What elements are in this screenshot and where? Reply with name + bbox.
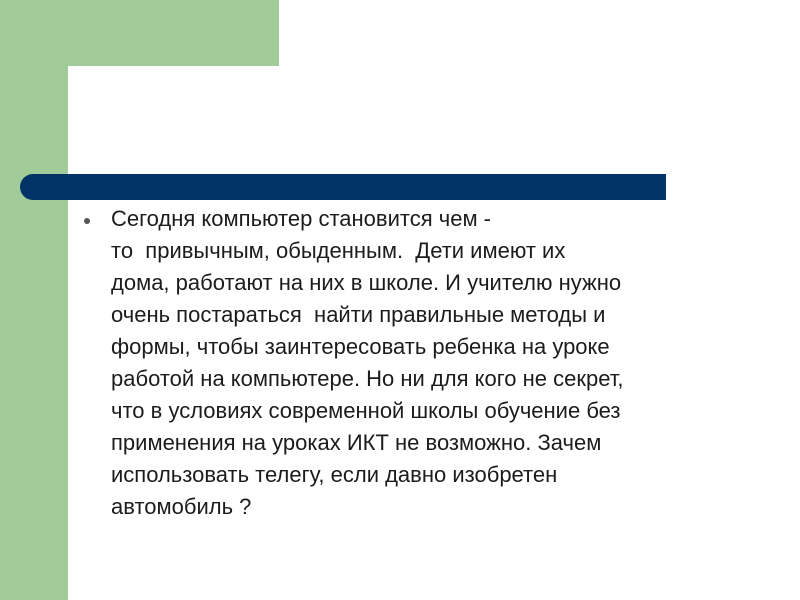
bullet-text-line: очень постараться найти правильные методы и [111,302,606,327]
bullet-text-line: то привычным, обыденным. Дети имеют их [111,238,566,263]
bullet-text-line: Сегодня компьютер становится чем - [111,206,492,231]
bullet-text-line: работой на компьютере. Но ни для кого не секрет, [111,366,624,391]
decorative-navy-title-bar [20,174,666,200]
bullet-item [80,203,760,523]
decorative-rounded-corner [68,66,188,186]
bullet-text-line: формы, чтобы заинтересовать ребенка на уроке [111,334,610,359]
bullet-text-line: применения на уроках ИКТ не возможно. Зачем [111,430,602,455]
decorative-green-top-band [0,0,279,66]
bullet-text [111,203,760,523]
bullet-dot-icon [84,218,90,224]
bullet-text-line: использовать телегу, если давно изобретен [111,462,558,487]
bullet-text-line: дома, работают на них в школе. И учителю нужно [111,270,622,295]
slide-content [80,203,760,523]
decorative-green-sidebar [0,0,68,600]
bullet-text-line: автомобиль ? [111,494,252,519]
bullet-text-line: что в условиях современной школы обучение без [111,398,621,423]
